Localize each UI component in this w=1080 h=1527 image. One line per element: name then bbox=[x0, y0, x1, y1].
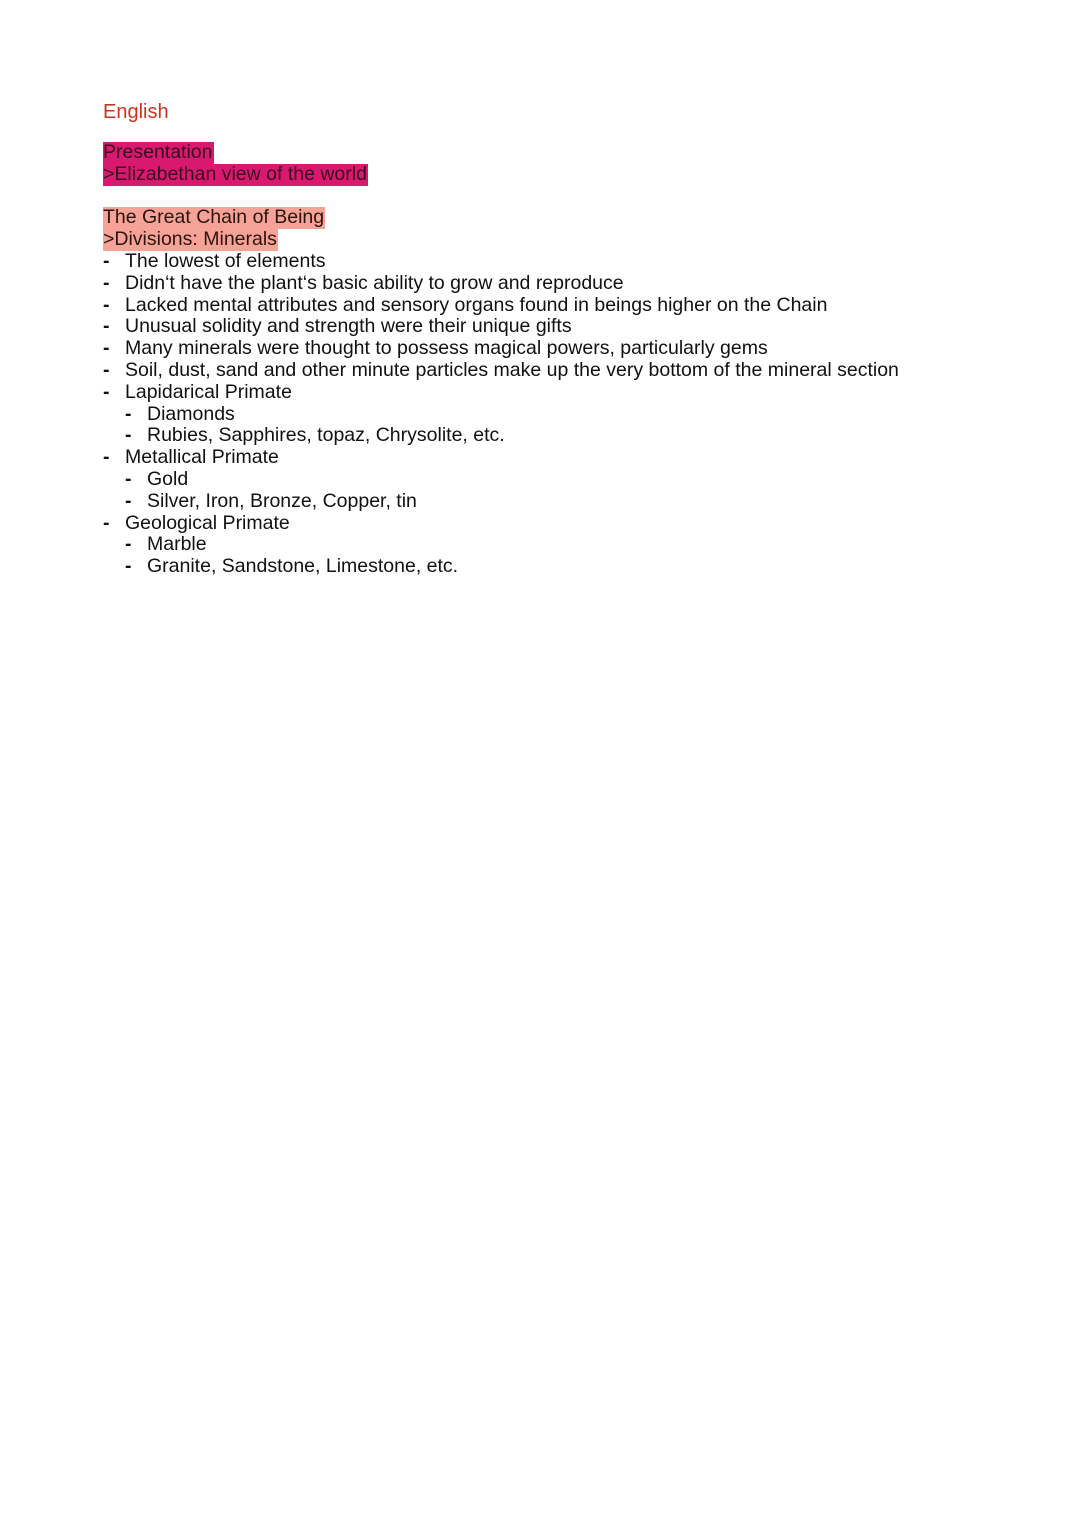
sub-list-item-text: Diamonds bbox=[147, 402, 235, 425]
document-page bbox=[103, 99, 1003, 578]
sub-list-item-text: Gold bbox=[147, 467, 189, 490]
list-item bbox=[103, 447, 1003, 512]
spacer bbox=[103, 186, 1003, 208]
list-item bbox=[103, 295, 1003, 317]
list-item-text: The lowest of elements bbox=[125, 249, 326, 272]
list-item-text: Didn‘t have the plant‘s basic ability to grow and reproduce bbox=[125, 271, 624, 294]
sub-list bbox=[125, 469, 1003, 513]
section-title: The Great Chain of Being bbox=[103, 206, 325, 229]
bullet-list bbox=[103, 251, 1003, 578]
presentation-block bbox=[103, 142, 1003, 186]
list-item bbox=[103, 382, 1003, 447]
sub-list-item-text: Silver, Iron, Bronze, Copper, tin bbox=[147, 489, 417, 512]
list-item-text: Lacked mental attributes and sensory organs found in beings higher on the Chain bbox=[125, 293, 828, 316]
list-item-text: Metallical Primate bbox=[125, 446, 279, 469]
list-item-text: Soil, dust, sand and other minute particles make up the very bottom of the mineral section bbox=[125, 358, 899, 381]
list-item bbox=[103, 251, 1003, 273]
sub-list-item bbox=[125, 534, 1003, 556]
sub-list-item bbox=[125, 404, 1003, 426]
list-item bbox=[103, 273, 1003, 295]
sub-list-item-text: Marble bbox=[147, 533, 207, 556]
sub-list-item-text: Granite, Sandstone, Limestone, etc. bbox=[147, 555, 459, 578]
sub-list-item bbox=[125, 556, 1003, 578]
list-item-text: Lapidarical Primate bbox=[125, 380, 292, 403]
section-block bbox=[103, 207, 1003, 251]
list-item bbox=[103, 338, 1003, 360]
sub-list-item bbox=[125, 491, 1003, 513]
sub-list-item bbox=[125, 425, 1003, 447]
presentation-title: Presentation bbox=[103, 141, 213, 163]
section-subtitle: >Divisions: Minerals bbox=[103, 228, 277, 251]
sub-list bbox=[125, 404, 1003, 448]
presentation-subtitle: >Elizabethan view of the world bbox=[103, 162, 367, 185]
sub-list bbox=[125, 534, 1003, 578]
list-item-text: Many minerals were thought to possess magical powers, particularly gems bbox=[125, 337, 768, 360]
list-item bbox=[103, 513, 1003, 578]
subject-heading: English bbox=[103, 101, 169, 123]
sub-list-item-text: Rubies, Sapphires, topaz, Chrysolite, etc. bbox=[147, 424, 505, 447]
sub-list-item bbox=[125, 469, 1003, 491]
list-item-text: Unusual solidity and strength were their unique gifts bbox=[125, 315, 572, 338]
list-item bbox=[103, 316, 1003, 338]
list-item-text: Geological Primate bbox=[125, 511, 290, 534]
list-item bbox=[103, 360, 1003, 382]
